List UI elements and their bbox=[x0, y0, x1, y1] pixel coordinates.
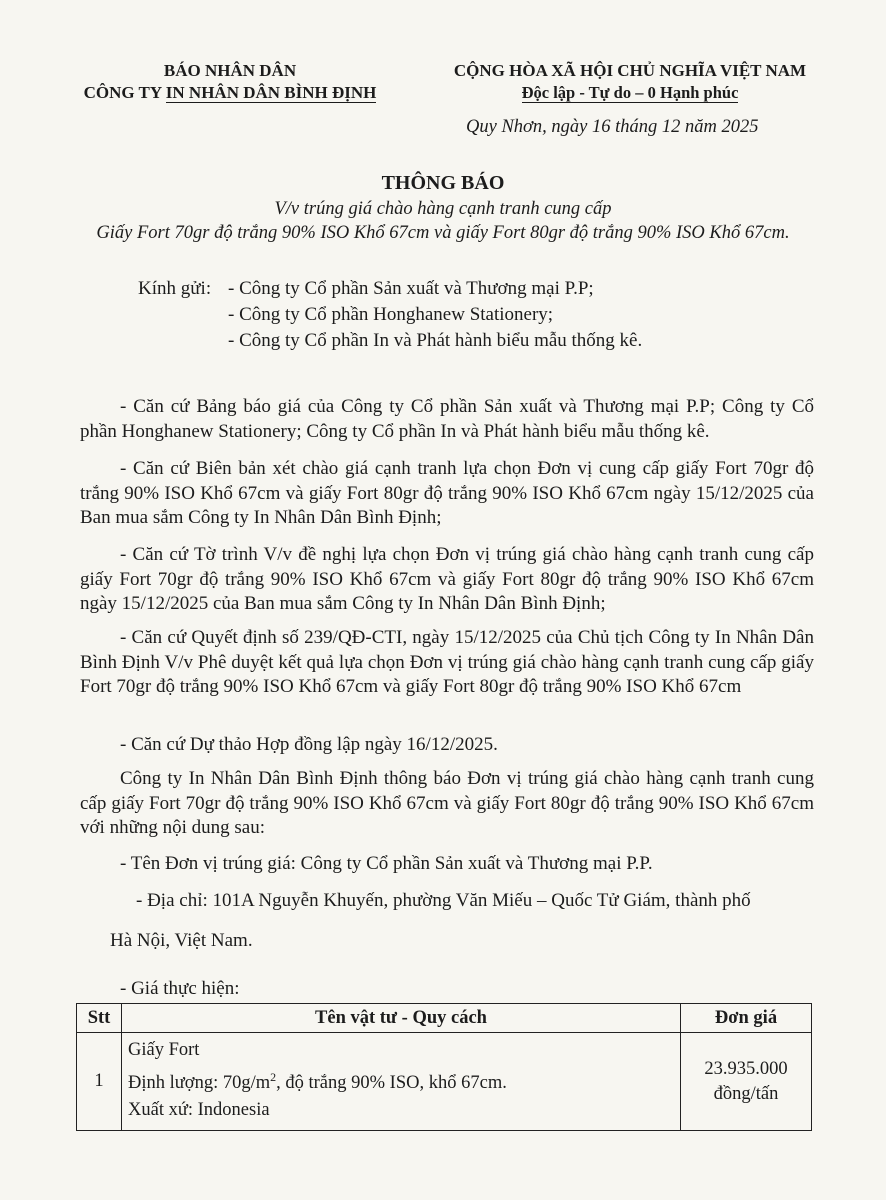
document-subject bbox=[0, 197, 886, 245]
recipient-item: - Công ty Cổ phần Sản xuất và Thương mại P.P; bbox=[228, 278, 594, 299]
basis-paragraph: - Căn cứ Bảng báo giá của Công ty Cổ phần Sản xuất và Thương mại P.P; Công ty Cổ phần Honghanew Stationery; Công ty Cổ phần In và Phát hành biểu mẫu thống kê. bbox=[80, 396, 814, 442]
winner-address-line-1: - Địa chỉ: 101A Nguyễn Khuyến, phường Văn Miếu – Quốc Tử Giám, thành phố bbox=[136, 890, 751, 911]
issuer-company bbox=[70, 82, 390, 104]
issuer-company-prefix: CÔNG TY bbox=[83, 83, 166, 102]
row-name-line-1: Giấy Fort bbox=[128, 1040, 200, 1060]
issuer-company-name: IN NHÂN DÂN BÌNH ĐỊNH bbox=[165, 83, 377, 102]
national-header bbox=[430, 60, 830, 104]
table-header-row bbox=[77, 1004, 812, 1033]
winner-name: - Tên Đơn vị trúng giá: Công ty Cổ phần Sản xuất và Thương mại P.P. bbox=[120, 853, 653, 874]
announcement-paragraph: Công ty In Nhân Dân Bình Định thông báo Đơn vị trúng giá chào hàng cạnh tranh cung cấp giấy Fort 70gr độ trắng 90% ISO Khổ 67cm và giấy Fort 80gr độ trắng 90% ISO Khổ 67cm với những nội dung sau: bbox=[80, 768, 814, 838]
row-name-line-3: Xuất xứ: Indonesia bbox=[128, 1100, 270, 1121]
national-title: CỘNG HÒA XÃ HỘI CHỦ NGHĨA VIỆT NAM bbox=[453, 61, 807, 80]
winner-address-line-2: Hà Nội, Việt Nam. bbox=[110, 930, 253, 951]
row-price bbox=[681, 1033, 812, 1131]
recipient-item: - Công ty Cổ phần In và Phát hành biểu mẫu thống kê. bbox=[228, 330, 643, 351]
subject-line-2: Giấy Fort 70gr độ trắng 90% ISO Khổ 67cm và giấy Fort 80gr độ trắng 90% ISO Khổ 67cm. bbox=[96, 223, 790, 243]
price-label: - Giá thực hiện: bbox=[120, 978, 240, 999]
row-price-value: 23.935.000 bbox=[704, 1058, 788, 1079]
row-price-unit: đồng/tấn bbox=[713, 1083, 779, 1104]
subject-line-1: V/v trúng giá chào hàng cạnh tranh cung cấp bbox=[274, 199, 612, 219]
recipients-label: Kính gửi: bbox=[138, 278, 212, 299]
col-header-name: Tên vật tư - Quy cách bbox=[122, 1004, 681, 1033]
row-name-line-2: Định lượng: $70g/m^2$, độ trắng 90% ISO, khổ 67cm. bbox=[128, 1070, 507, 1094]
national-motto: Độc lập - Tự do – 0 Hạnh phúc bbox=[521, 83, 739, 102]
table-row bbox=[77, 1033, 812, 1131]
price-table bbox=[76, 1003, 812, 1131]
col-header-price: Đơn giá bbox=[681, 1004, 812, 1033]
recipient-item: - Công ty Cổ phần Honghanew Stationery; bbox=[228, 304, 554, 325]
row-stt: 1 bbox=[77, 1033, 122, 1131]
row-name bbox=[122, 1033, 681, 1131]
issuer-newspaper: BÁO NHÂN DÂN bbox=[163, 61, 297, 80]
issuer-header bbox=[70, 60, 390, 104]
place-date: Quy Nhơn, ngày 16 tháng 12 năm 2025 bbox=[466, 117, 759, 137]
basis-paragraph: - Căn cứ Biên bản xét chào giá cạnh tranh lựa chọn Đơn vị cung cấp giấy Fort 70gr độ trắng 90% ISO Khổ 67cm và giấy Fort 80gr độ trắng 90% ISO Khổ 67cm ngày 15/12/2025 của Ban mua sắm Công ty In Nhân Dân Bình Định; bbox=[80, 458, 814, 528]
col-header-stt: Stt bbox=[77, 1004, 122, 1033]
basis-paragraph: - Căn cứ Dự thảo Hợp đồng lập ngày 16/12/2025. bbox=[120, 734, 498, 755]
document-title: THÔNG BÁO bbox=[381, 172, 505, 194]
basis-paragraph: - Căn cứ Quyết định số 239/QĐ-CTI, ngày 15/12/2025 của Chủ tịch Công ty In Nhân Dân Bình Định V/v Phê duyệt kết quả lựa chọn Đơn vị trúng giá chào hàng cạnh tranh cung cấp giấy Fort 70gr độ trắng 90% ISO Khổ 67cm và giấy Fort 80gr độ trắng 90% ISO Khổ 67cm bbox=[80, 627, 814, 697]
basis-paragraph: - Căn cứ Tờ trình V/v đề nghị lựa chọn Đơn vị trúng giá chào hàng cạnh tranh cung cấp giấy Fort 70gr độ trắng 90% ISO Khổ 67cm và giấy Fort 80gr độ trắng 90% ISO Khổ 67cm ngày 15/12/2025 của Ban mua sắm Công ty In Nhân Dân Bình Định; bbox=[80, 544, 814, 614]
